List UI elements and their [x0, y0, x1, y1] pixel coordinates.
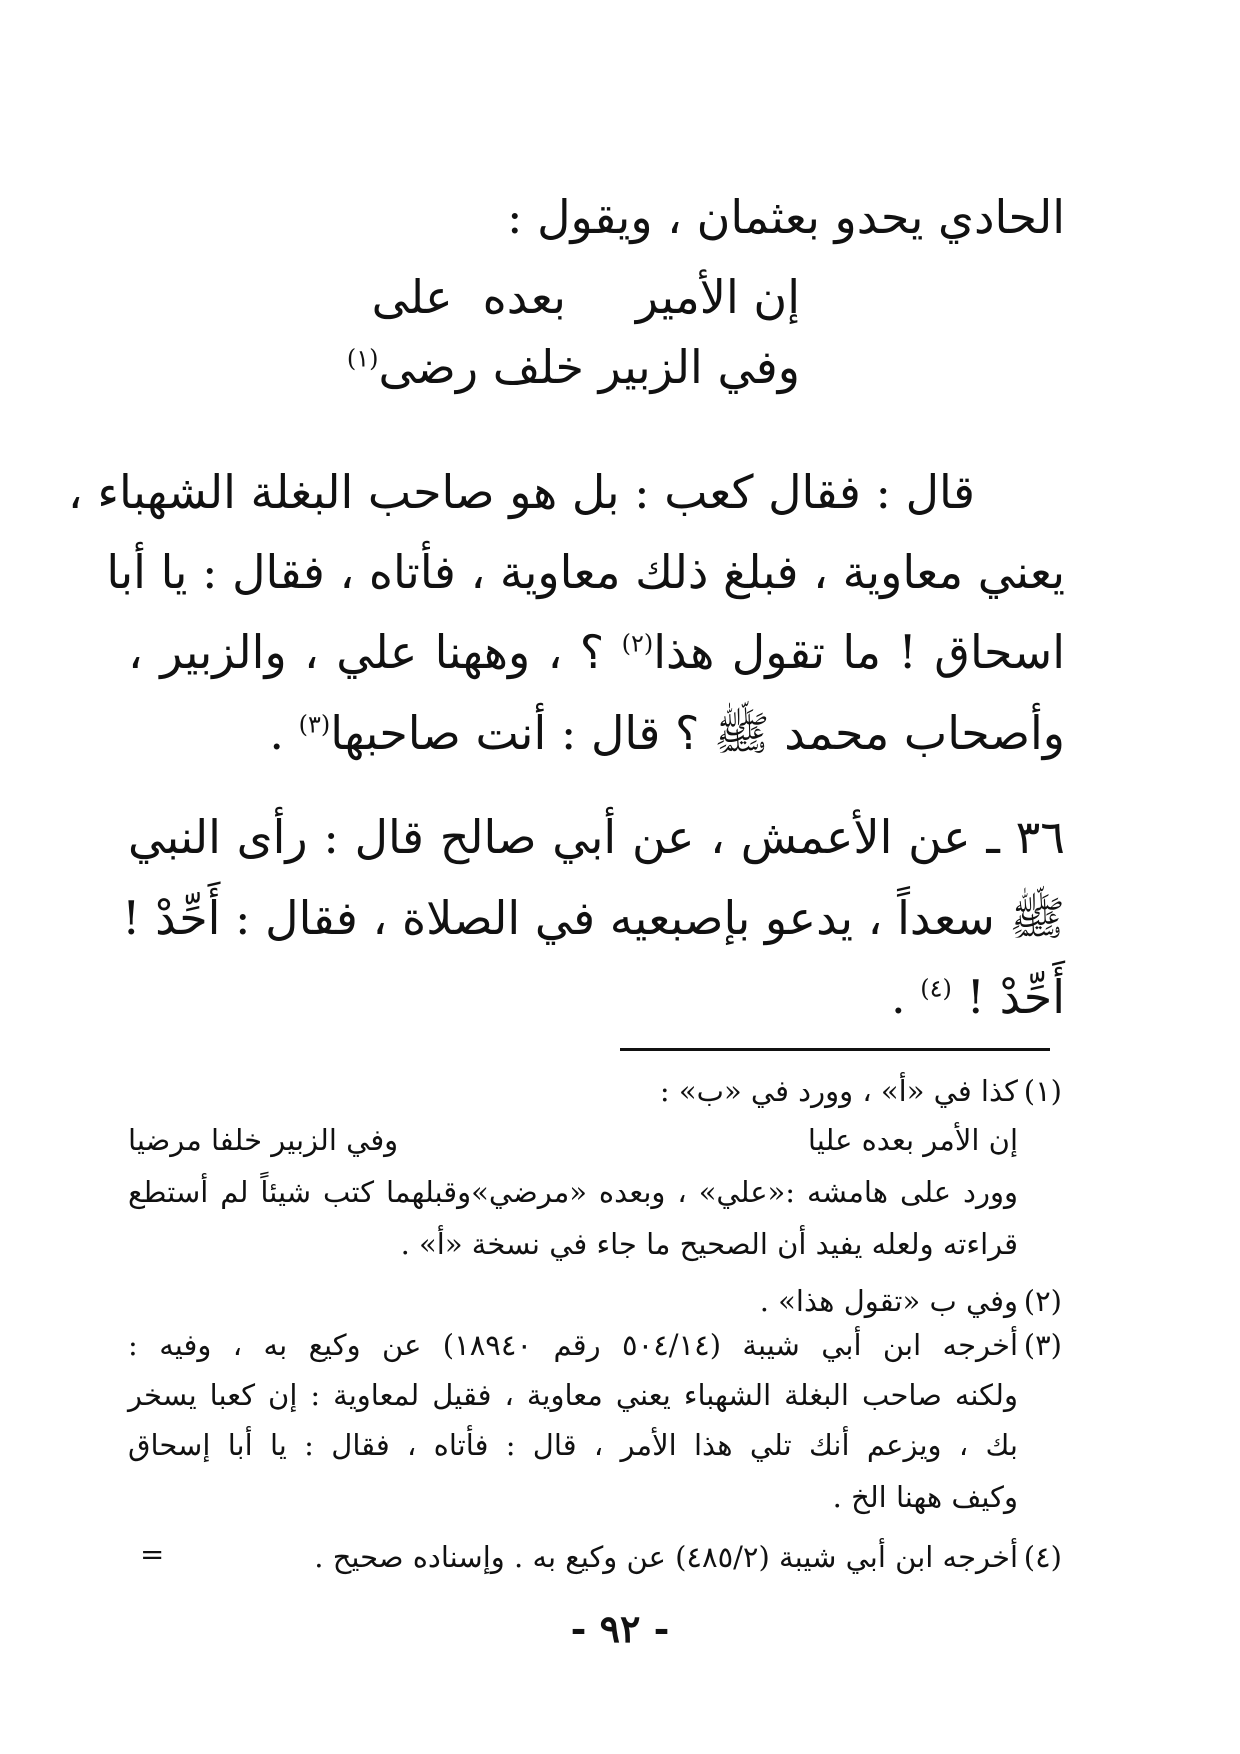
footnote-ref-1: (١): [346, 344, 379, 373]
hadith-36-line-1: ٣٦ ـ عن الأعمش ، عن أبي صالح قال : رأى النبي: [128, 810, 1065, 864]
body-line-4: [128, 705, 1065, 772]
footnote-2-line-1: وفي ب «تقول هذا» .: [759, 1284, 1018, 1318]
hadith-36-line-3-part-a: أَحِّدْ !: [951, 970, 1065, 1024]
continuation-mark: =: [140, 1537, 165, 1571]
verse-line-1-part-b: بعده: [482, 270, 566, 324]
body-line-4-part-a: وأصحاب محمد ﷺ ؟ قال : أنت صاحبها: [330, 706, 1065, 760]
verse-line-2: [347, 340, 800, 394]
footnote-3-line-4: وكيف ههنا الخ .: [832, 1480, 1018, 1514]
footnote-1-line-1: كذا في «أ» ، وورد في «ب» :: [659, 1074, 1018, 1108]
footnote-3-line-1: أخرجه ابن أبي شيبة (٥٠٤/١٤ رقم ١٨٩٤٠) عن وكيع به ، وفيه :: [128, 1328, 1019, 1362]
footnote-ref-4: (٤): [920, 974, 952, 1003]
hadith-36-line-3-part-b: .: [891, 970, 921, 1024]
footnote-1-line-4: قراءته ولعله يفيد أن الصحيح ما جاء في نسخة «أ» .: [400, 1227, 1018, 1261]
footnote-3-line-3: بك ، ويزعم أنك تلي هذا الأمر ، قال : فأتاه ، فقال : يا أبا إسحاق: [128, 1428, 1018, 1462]
body-line-1: قال : فقال كعب : بل هو صاحب البغلة الشهباء ،: [67, 465, 975, 519]
footnote-2-number: (٢): [1023, 1284, 1062, 1318]
body-line-3-part-b: ؟ ، وههنا علي ، والزبير ،: [128, 625, 622, 679]
verse-line-2-text: وفي الزبير خلف رضى: [378, 340, 800, 394]
footnote-1-verse-second-half: وفي الزبير خلفا مرضيا: [128, 1123, 399, 1157]
body-line-2: يعني معاوية ، فبلغ ذلك معاوية ، فأتاه ، فقال : يا أبا: [106, 545, 1065, 599]
body-line-3: [128, 625, 1065, 679]
body-line-3-part-a: اسحاق ! ما تقول هذا: [653, 625, 1065, 679]
footnote-1-verse-first-half: إن الأمر بعده عليا: [807, 1123, 1018, 1157]
footnote-divider: [620, 1048, 1050, 1051]
body-line-4-part-b: .: [269, 706, 299, 760]
hadith-36-line-2: ﷺ سعداً ، يدعو بإصبعيه في الصلاة ، فقال : أَحِّدْ !: [121, 891, 1065, 945]
footnote-ref-3: (٣): [298, 710, 331, 739]
footnote-ref-2: (٢): [621, 629, 654, 658]
intro-line: الحادي يحدو بعثمان ، ويقول :: [506, 190, 1065, 244]
footnote-4-number: (٤): [1023, 1540, 1062, 1574]
verse-line-1: [372, 270, 800, 324]
footnote-3-line-2: ولكنه صاحب البغلة الشهباء يعني معاوية ، فقيل لمعاوية : إن كعبا يسخر: [128, 1378, 1018, 1412]
verse-line-1-part-c: على: [371, 270, 453, 324]
hadith-36-line-3: [128, 970, 1065, 1024]
footnote-3-number: (٣): [1023, 1328, 1062, 1362]
footnote-1-number: (١): [1023, 1074, 1062, 1108]
verse-line-1-part-a: إن الأمير: [635, 270, 800, 324]
footnote-4-line-1: أخرجه ابن أبي شيبة (٤٨٥/٢) عن وكيع به . وإسناده صحيح .: [314, 1540, 1018, 1574]
footnote-1-line-3: وورد على هامشه :«علي» ، وبعده «مرضي»وقبلهما كتب شيئاً لم أستطع: [128, 1175, 1018, 1209]
page-number: - ٩٢ -: [570, 1606, 670, 1651]
